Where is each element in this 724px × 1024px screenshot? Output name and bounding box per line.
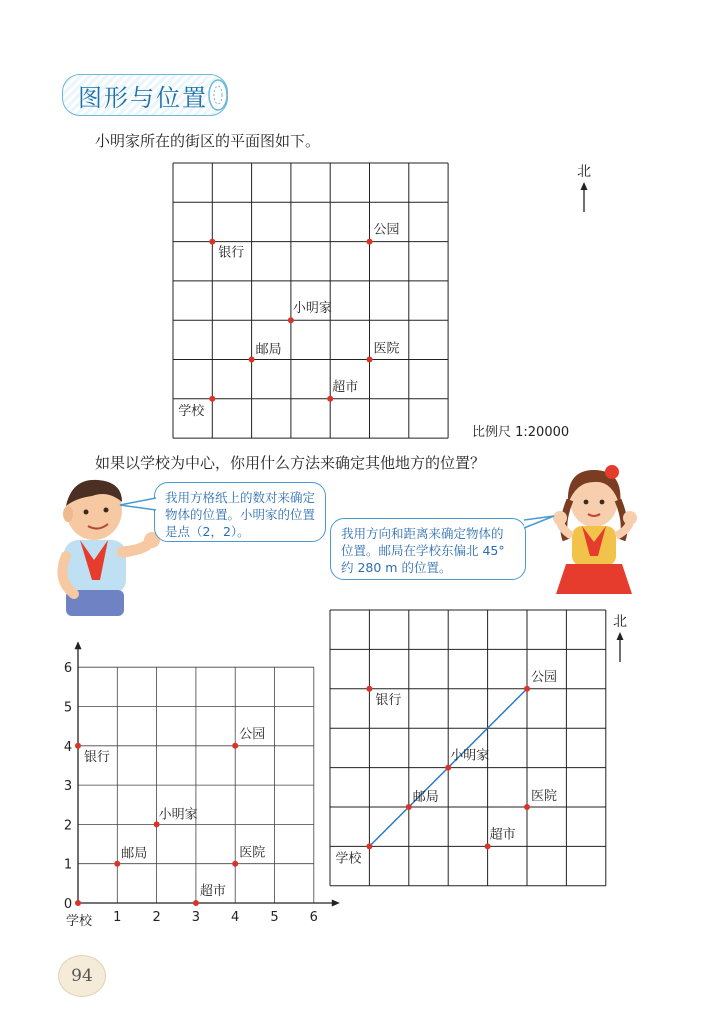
place-label: 学校 [178, 403, 205, 419]
place-point [366, 686, 372, 692]
girl-speech-bubble: 我用方向和距离来确定物体的位置。邮局在学校东偏北 45° 约 280 m 的位置。 [330, 518, 526, 580]
place-point [524, 804, 530, 810]
place-point [327, 396, 333, 402]
place-label: 超市 [489, 827, 516, 843]
place-label: 银行 [84, 749, 111, 765]
place-label: 医院 [531, 789, 558, 804]
place-point [367, 239, 373, 245]
girl-illustration [548, 460, 640, 598]
y-tick-label: 3 [63, 779, 73, 795]
place-label: 医院 [239, 845, 266, 861]
place-label: 银行 [218, 245, 245, 261]
boy-speech-bubble: 我用方格纸上的数对来确定物体的位置。小明家的位置是点（2，2）。 [154, 482, 326, 542]
scroll-end-icon [206, 78, 232, 112]
coordinate-chart [55, 635, 355, 935]
boy-bubble-tail [118, 496, 158, 512]
x-tick-label: 4 [231, 910, 240, 925]
place-point [406, 804, 412, 810]
place-point [209, 396, 215, 402]
place-label: 邮局 [412, 790, 439, 805]
place-point [485, 843, 491, 849]
place-point [193, 900, 199, 906]
north-label: 北 [577, 164, 591, 180]
y-axis-arrow [75, 641, 82, 649]
place-point [366, 843, 372, 849]
street-map [165, 155, 465, 445]
place-point [75, 743, 81, 749]
north-arrow-icon-2 [606, 610, 636, 668]
direction-map [322, 602, 622, 902]
y-tick-label: 4 [63, 739, 73, 755]
scale-label: 比例尺 1:20000 [472, 425, 570, 440]
x-tick-label: 3 [191, 910, 201, 925]
place-point [209, 239, 215, 245]
place-label: 银行 [375, 692, 402, 708]
question-text: 如果以学校为中心，你用什么方法来确定其他地方的位置？ [95, 454, 486, 472]
place-point [367, 357, 373, 363]
place-label: 公园 [239, 726, 266, 742]
page-number: 94 [58, 955, 106, 997]
place-label: 超市 [332, 379, 359, 395]
y-tick-label: 6 [63, 661, 73, 677]
place-label: 医院 [373, 341, 400, 357]
place-point [75, 900, 81, 906]
x-tick-label: 5 [270, 910, 279, 925]
place-label: 小明家 [292, 301, 332, 317]
place-label: 公园 [373, 222, 400, 238]
north-label-2: 北 [613, 614, 627, 630]
x-tick-label: 6 [309, 910, 318, 925]
y-tick-label: 0 [63, 897, 73, 912]
north-arrow-icon [572, 160, 602, 220]
girl-bubble-tail [522, 512, 556, 530]
y-tick-label: 1 [63, 857, 73, 873]
place-label: 公园 [531, 669, 558, 685]
place-label: 学校 [335, 851, 362, 867]
intro-text: 小明家所在的街区的平面图如下。 [95, 132, 321, 150]
section-title: 图形与位置 [78, 84, 208, 112]
place-label: 小明家 [158, 807, 198, 823]
place-point [445, 765, 451, 771]
place-label: 超市 [199, 884, 226, 899]
place-point [288, 317, 294, 323]
place-point [524, 686, 530, 692]
x-tick-label: 2 [152, 910, 161, 925]
y-tick-label: 5 [63, 700, 73, 716]
place-point [114, 861, 120, 867]
place-label: 学校 [66, 914, 93, 929]
place-point [249, 357, 255, 363]
place-point [232, 743, 238, 749]
place-point [232, 861, 238, 867]
place-label: 邮局 [255, 342, 282, 358]
x-tick-label: 1 [113, 910, 122, 925]
y-tick-label: 2 [63, 818, 73, 834]
place-label: 邮局 [121, 846, 148, 862]
place-label: 小明家 [450, 748, 490, 764]
